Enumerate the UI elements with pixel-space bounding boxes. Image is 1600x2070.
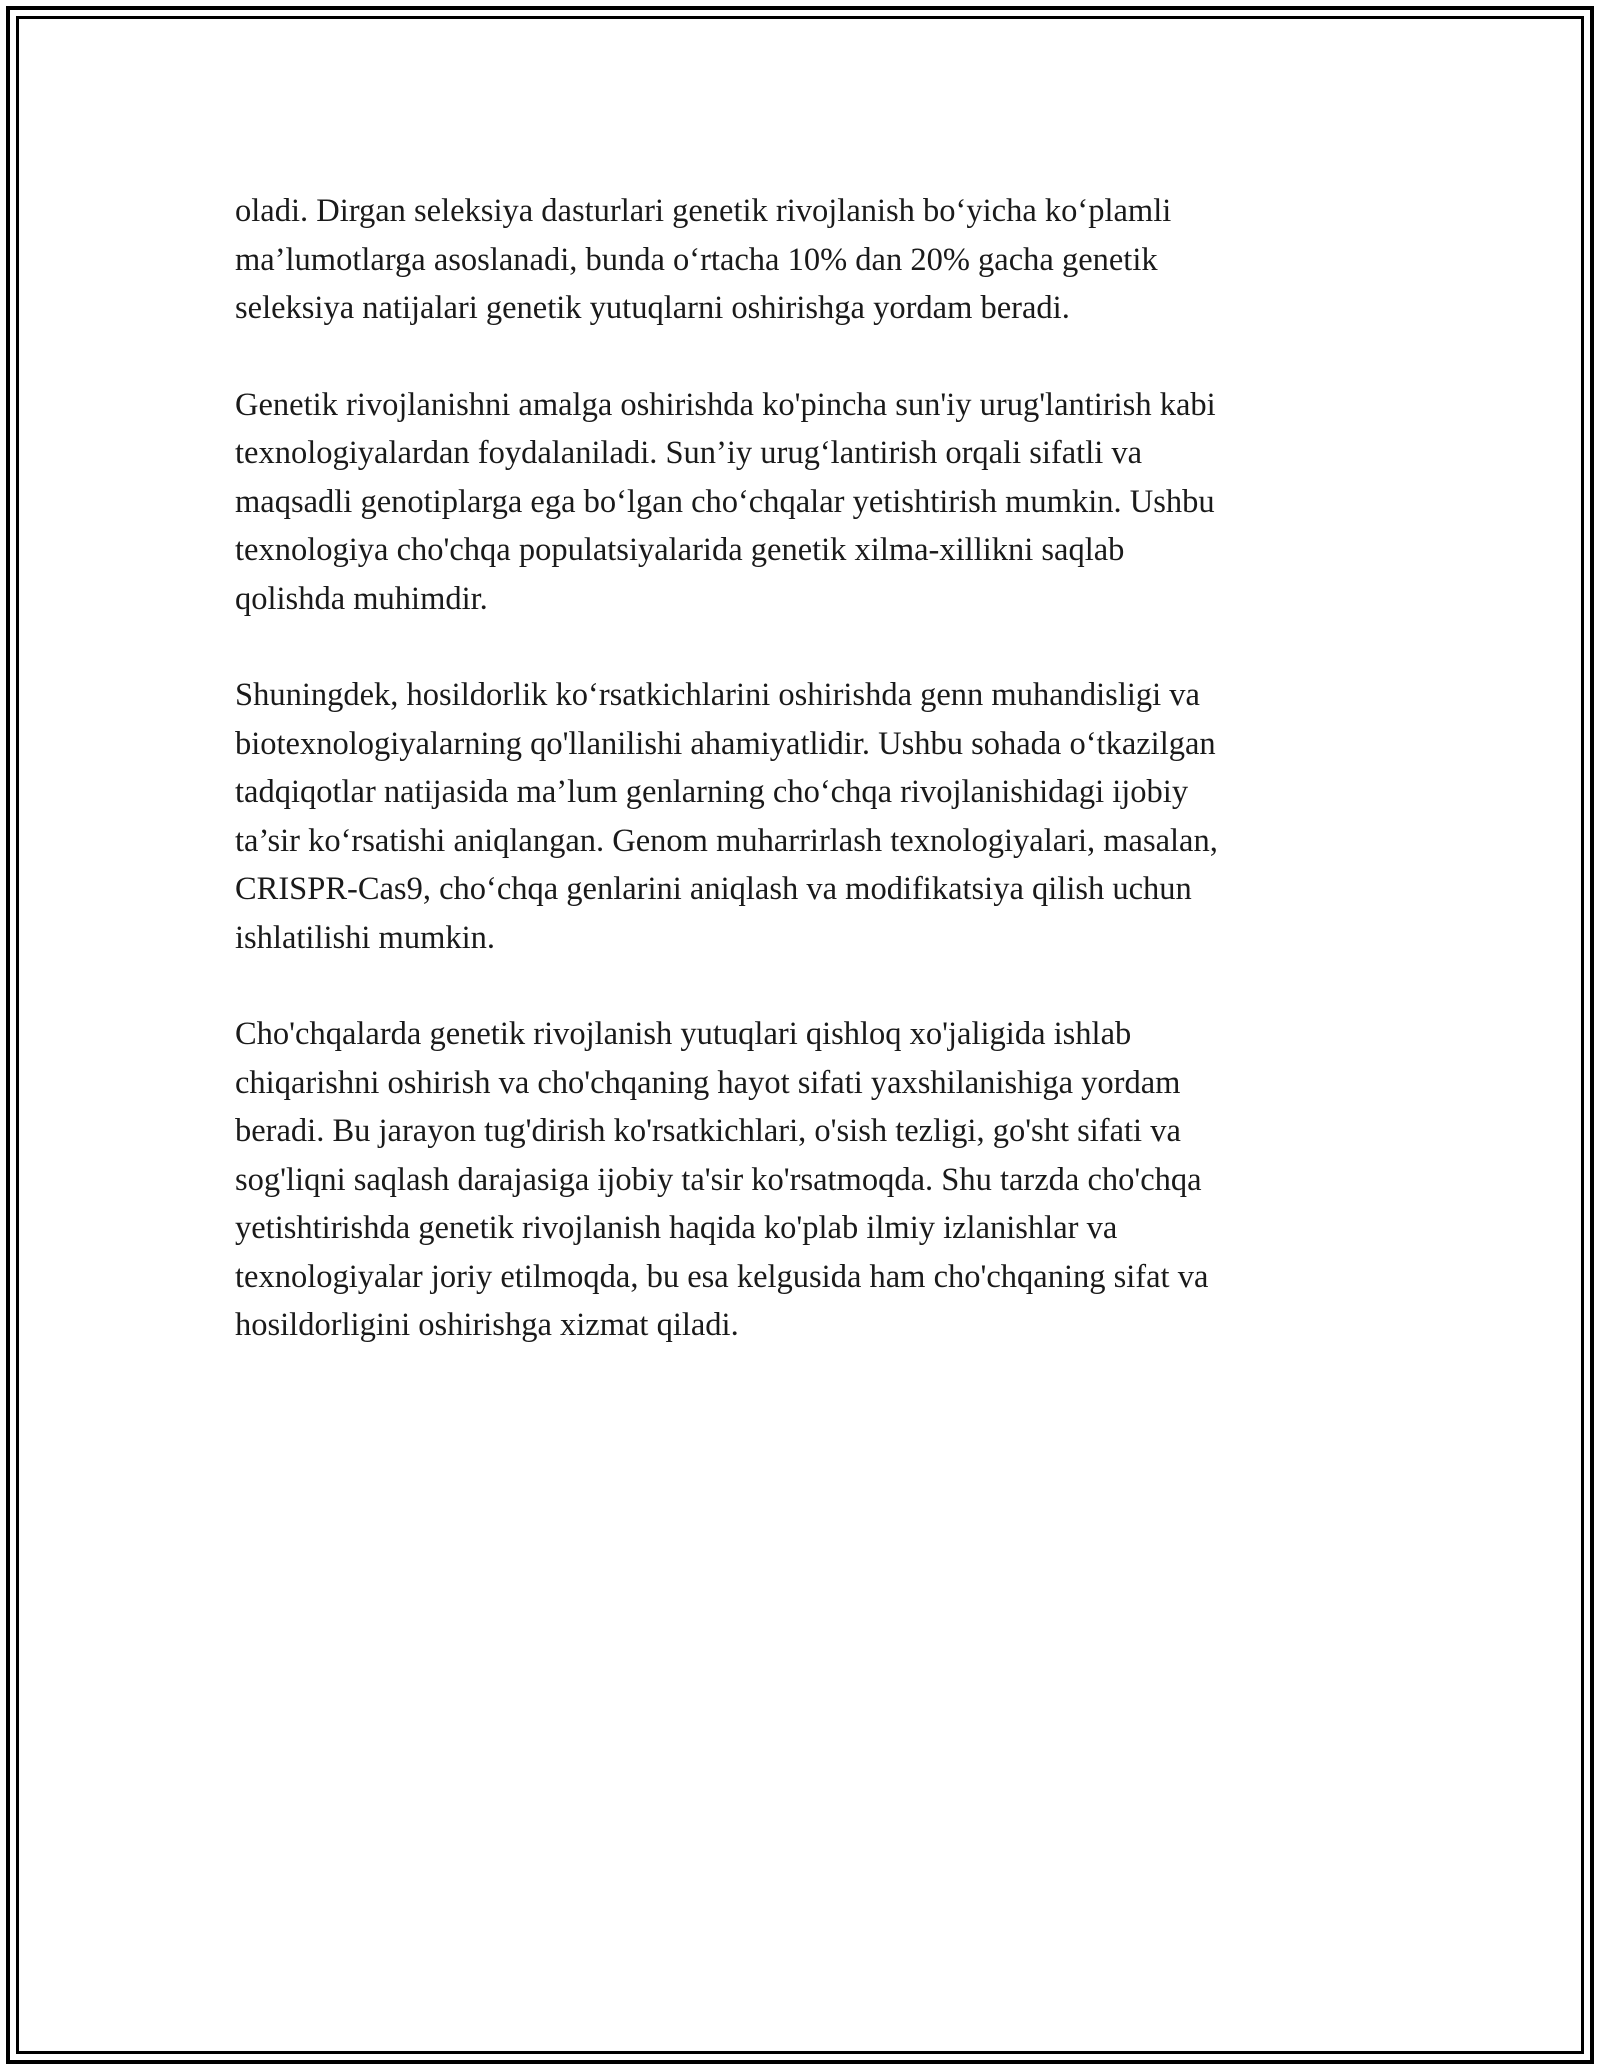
text-line: tadqiqotlar natijasida ma’lum genlarning cho‘chqa rivojlanishidagi ijobiy <box>235 774 1189 810</box>
text-line: ta’sir ko‘rsatishi aniqlangan. Genom muharrirlash texnologiyalari, masalan, <box>235 822 1218 859</box>
text-line: maqsadli genotiplarga ega bo‘lgan cho‘chqalar yetishtirish mumkin. Ushbu <box>235 483 1215 520</box>
paragraph-3 <box>235 671 1375 962</box>
text-line: biotexnologiyalarning qo'llanilishi ahamiyatlidir. Ushbu sohada o‘tkazilgan <box>235 725 1216 762</box>
text-line: ishlatilishi mumkin. <box>235 919 496 956</box>
paragraph-4 <box>235 1010 1375 1350</box>
text-line: qolishda muhimdir. <box>235 580 488 617</box>
text-line: chiqarishni oshirish va cho'chqaning hayot sifati yaxshilanishiga yordam <box>235 1064 1181 1101</box>
text-line: sog'liqni saqlash darajasiga ijobiy ta'sir ko'rsatmoqda. Shu tarzda cho'chqa <box>235 1161 1202 1198</box>
text-line: texnologiya cho'chqa populatsiyalarida genetik xilma-xillikni saqlab <box>235 532 1125 568</box>
text-line: texnologiyalardan foydalaniladi. Sun’iy urug‘lantirish orqali sifatli va <box>235 435 1143 471</box>
text-line: beradi. Bu jarayon tug'dirish ko'rsatkichlari, o'sish tezligi, go'sht sifati va <box>235 1113 1181 1149</box>
text-line: yetishtirishda genetik rivojlanish haqida ko'plab ilmiy izlanishlar va <box>235 1210 1118 1246</box>
text-line: ma’lumotlarga asoslanadi, bunda o‘rtacha 10% dan 20% gacha genetik <box>235 241 1158 278</box>
text-line: Cho'chqalarda genetik rivojlanish yutuqlari qishloq xo'jaligida ishlab <box>235 1016 1132 1052</box>
text-line: texnologiyalar joriy etilmoqda, bu esa kelgusida ham cho'chqaning sifat va <box>235 1258 1209 1295</box>
text-line: oladi. Dirgan seleksiya dasturlari genetik rivojlanish bo‘yicha ko‘plamli <box>235 193 1172 229</box>
text-line: seleksiya natijalari genetik yutuqlarni oshirishga yordam beradi. <box>235 290 1070 326</box>
document-body <box>235 187 1375 1398</box>
paragraph-1 <box>235 187 1375 333</box>
text-line: hosildorligini oshirishga xizmat qiladi. <box>235 1307 739 1343</box>
text-line: CRISPR-Cas9, cho‘chqa genlarini aniqlash va modifikatsiya qilish uchun <box>235 871 1192 907</box>
text-line: Genetik rivojlanishni amalga oshirishda ko'pincha sun'iy urug'lantirish kabi <box>235 386 1216 423</box>
text-line: Shuningdek, hosildorlik ko‘rsatkichlarini oshirishda genn muhandisligi va <box>235 677 1200 713</box>
paragraph-2 <box>235 381 1375 624</box>
